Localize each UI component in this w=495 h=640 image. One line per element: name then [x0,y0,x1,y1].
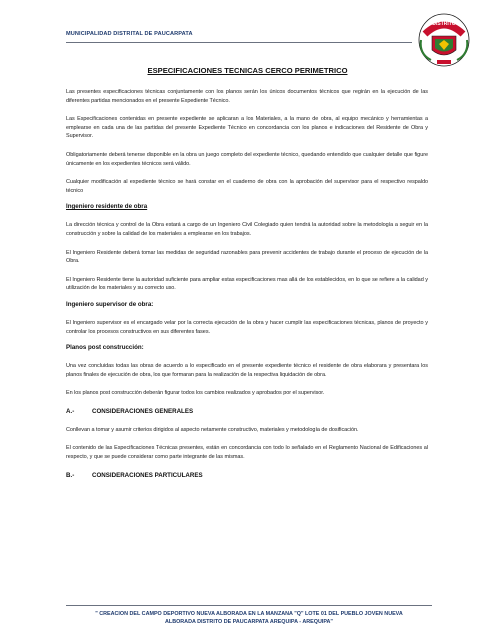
section-b-title: CONSIDERACIONES PARTICULARES [92,471,203,479]
page-header [66,28,416,44]
footer-divider [66,605,432,606]
paragraph-availability: Obligatoriamente deberá tenerse disponible en la obra un juego completo del expediente técnico, quedando entendido que cualquier detalle que figure únicamente en los expedientes técnicos será válido. [66,151,428,167]
section-a-title: CONSIDERACIONES GENERALES [92,407,194,415]
paragraph-intro: Las presentes especificaciones técnicas conjuntamente con los planos serán los únicos documentos técnicos que regirán en la ejecución de las diferentes partidas mencionados en el presente Expediente Técnico. [66,89,428,104]
page-footer [56,610,442,627]
paragraph-reglamento: El contenido de las Especificaciones Técnicas presentes, están en concordancia con todo lo señalado en el Reglamento Nacional de Edificaciones al respecto, y que se puede considerar como parte integrante de las mismas. [66,445,428,461]
footer-line-1: " CREACION DEL CAMPO DEPORTIVO NUEVA ALBORADA EN LA MANZANA "Q" LOTE 01 DEL PUEBLO JOVEN NUEVA [95,611,403,617]
paragraph-supervisor: El Ingeniero supervisor es el encargado velar por la correcta ejecución de la obra y hacer cumplir las especificaciones técnicas, planos de proyecto y controlar los procesos constructivos en sus diferentes fases. [66,319,428,335]
footer-line-2: ALBORADA DISTRITO DE PAUCARPATA AREQUIPA - AREQUIPA" [165,619,333,626]
document-title: ESPECIFICACIONES TECNICAS CERCO PERIMETRICO [147,66,348,75]
municipal-seal-icon [417,10,471,68]
heading-supervisor: Ingeniero supervisor de obra: [66,300,154,308]
paragraph-modification: Cualquier modificación al expediente técnico se hará constar en el cuaderno de obra con la aprobación del supervisor para el respectivo respaldo técnico [66,179,428,194]
paragraph-planos-finales: Una vez concluidas todas las obras de acuerdo a lo especificado en el presente expediente técnico el residente de obra elaborara y presentara los planos finales de ejecución de obra, los que formaran para la realización de la respectiva liquidación de obra. [66,363,428,378]
heading-planos: Planos post construcción: [66,344,144,352]
paragraph-criterios: Conllevan a tomar y asumir criterios dirigidos al aspecto netamente constructivo, materiales y metodología de dosificación. [66,426,359,433]
section-b-heading [66,472,428,480]
section-b-number: B.- [66,471,75,479]
section-a-heading [66,408,428,416]
section-a-number: A.- [66,407,75,415]
document-body [66,83,428,480]
paragraph-scope: Las Especificaciones contenidas en presente expediente se aplicaran a los Materiales, a la mano de obra, al equipo mecánico y herramientas a emplearse en cada una de las partidas del presente Expediente Técnico en concordancia con los planos e indicaciones del Residente de Obra y Supervisor. [66,116,428,140]
header-title: MUNICIPALIDAD DISTRITAL DE PAUCARPATA [66,31,193,37]
svg-text:DISTRITO: DISTRITO [432,21,456,27]
paragraph-direccion-tecnica: La dirección técnica y control de la Obra estará a cargo de un Ingeniero Civil Colegiado quien tendrá la autoridad sobre la metodología a seguir en la construcción y sobre la calidad de los materiales a emplearse en los trabajos. [66,222,428,237]
paragraph-seguridad: El Ingeniero Residente deberá tomar las medidas de seguridad razonables para prevenir accidentes de trabajo durante el proceso de ejecución de la Obra. [66,249,428,265]
paragraph-cambios: En los planos post construcción deberán figurar todos los cambios realizados y aprobados por el supervisor. [66,390,325,397]
heading-residente: Ingeniero residente de obra [66,203,148,211]
paragraph-autoridad: El Ingeniero Residente tiene la autoridad suficiente para ampliar estas especificaciones mas allá de los establecidos, en lo que se refiere a la calidad y utilización de los materiales y su correcto uso. [66,276,428,292]
header-divider [66,42,412,43]
